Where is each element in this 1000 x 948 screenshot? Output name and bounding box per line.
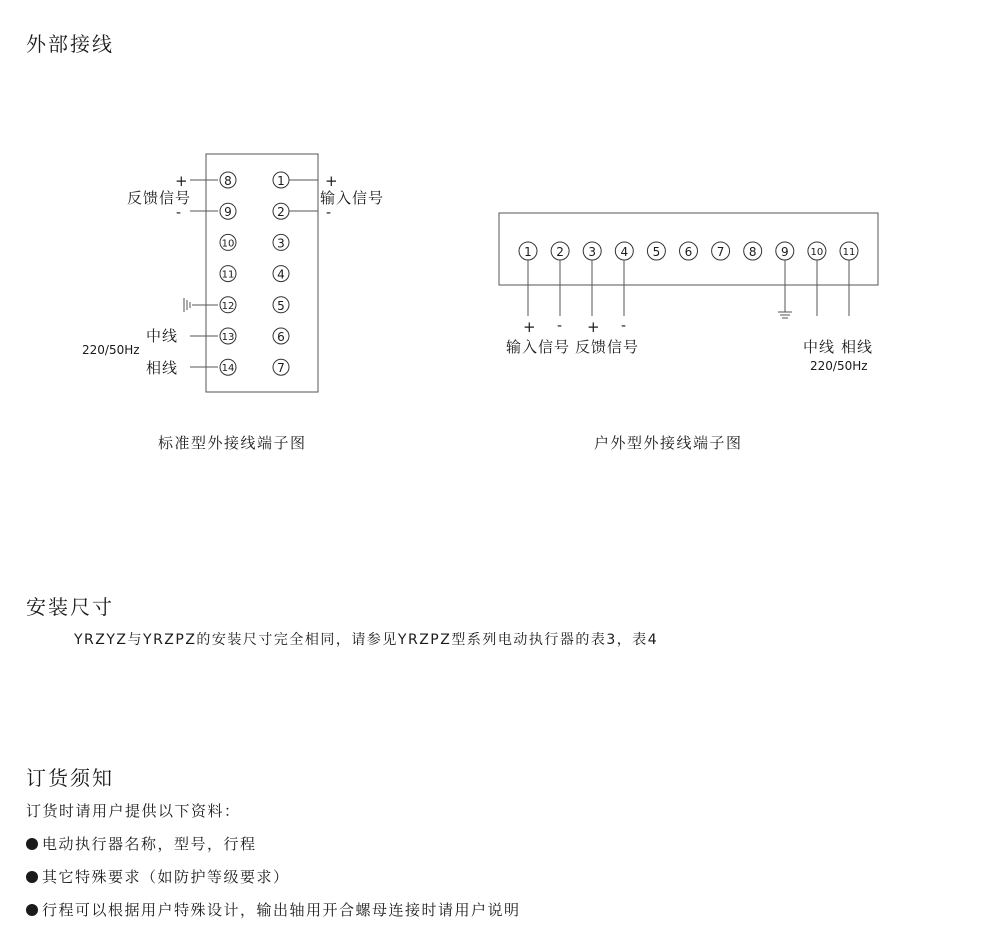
terminal-7 [273,359,289,375]
svg-text:10: 10 [810,247,824,258]
svg-text:4: 4 [277,267,285,282]
svg-text:12: 12 [221,300,235,312]
svg-text:13: 13 [221,332,235,343]
section-title-wiring: 外部接线 [26,32,114,56]
label-power-spec: 220/50Hz [82,343,140,357]
outdoor-terminal-9 [776,242,794,260]
terminal-1 [273,172,289,188]
svg-text:2: 2 [556,245,564,259]
standard-left-terminals [220,172,236,375]
svg-text:10: 10 [221,238,235,250]
outdoor-terminal-5 [647,242,665,260]
label-minus-right: - [326,205,332,221]
terminal-9 [220,203,236,219]
svg-text:4: 4 [620,245,629,259]
sign-outdoor-4: - [621,318,627,334]
order-item [26,866,290,887]
svg-text:6: 6 [684,245,693,259]
label-outdoor-feedback-signal: 反馈信号 [575,338,640,356]
terminal-11 [220,266,236,282]
order-item [26,899,521,920]
install-description: YRZYZ与YRZPZ的安装尺寸完全相同，请参见YRZPZ型系列电动执行器的表3，表4 [74,632,659,648]
label-outdoor-power: 220/50Hz [810,359,868,373]
outdoor-terminal-11 [840,242,858,260]
outdoor-terminal-2 [551,242,569,260]
outdoor-terminals [519,242,858,260]
label-outdoor-input-signal: 输入信号 [506,338,571,356]
svg-text:9: 9 [780,245,789,259]
svg-text:8: 8 [748,245,757,259]
order-item-text: 电动执行器名称，型号，行程 [42,835,257,853]
svg-text:9: 9 [224,205,232,220]
ground-icon [184,298,190,312]
standard-terminal-diagram [82,154,384,392]
label-input-signal: 输入信号 [320,189,385,207]
terminal-8 [220,172,236,188]
order-item-text: 行程可以根据用户特殊设计，输出轴用开合螺母连接时请用户说明 [42,901,521,919]
outdoor-terminal-1 [519,242,537,260]
svg-text:3: 3 [588,245,597,259]
svg-text:1: 1 [277,174,285,188]
caption-standard-diagram: 标准型外接线端子图 [158,434,307,452]
order-item [26,833,257,854]
svg-text:11: 11 [221,269,235,281]
order-item-text: 其它特殊要求（如防护等级要求） [42,868,290,886]
label-feedback-signal: 反馈信号 [127,189,192,207]
outdoor-terminal-10 [808,242,826,260]
svg-text:5: 5 [277,298,285,313]
section-title-install: 安装尺寸 [26,595,114,619]
ground-icon [778,312,792,318]
label-outdoor-phase: 相线 [841,338,874,356]
terminal-6 [273,328,289,344]
label-plus-right: + [325,172,338,190]
svg-text:7: 7 [716,245,725,259]
label-minus-left: - [176,205,182,221]
outdoor-terminal-6 [680,242,698,260]
svg-text:7: 7 [277,361,285,376]
svg-text:3: 3 [277,236,285,251]
terminal-3 [273,234,289,250]
label-phase-line: 相线 [146,359,179,377]
bullet-icon [26,871,38,883]
svg-text:6: 6 [277,330,285,344]
caption-outdoor-diagram: 户外型外接线端子图 [594,434,743,452]
svg-text:5: 5 [652,245,661,259]
bullet-icon [26,904,38,916]
outdoor-terminal-diagram [499,213,878,373]
svg-text:2: 2 [277,205,285,220]
standard-right-terminals [273,172,289,375]
terminal-2 [273,203,289,219]
order-intro: 订货时请用户提供以下资料： [26,802,241,820]
outdoor-terminal-7 [712,242,730,260]
svg-text:1: 1 [524,245,532,259]
svg-text:8: 8 [224,174,232,188]
terminal-13 [220,328,236,344]
sign-outdoor-1: + [523,318,536,336]
svg-text:14: 14 [221,363,235,375]
label-outdoor-neutral: 中线 [803,338,836,356]
sign-outdoor-2: - [557,318,563,334]
label-neutral-line: 中线 [146,327,179,345]
terminal-4 [273,266,289,282]
terminal-10 [220,234,236,250]
sign-outdoor-3: + [587,318,600,336]
outdoor-terminal-4 [615,242,633,260]
svg-text:11: 11 [842,247,856,258]
label-plus-left: + [175,172,188,190]
bullet-icon [26,838,38,850]
section-title-order: 订货须知 [26,766,114,790]
terminal-14 [220,359,236,375]
outdoor-terminal-3 [583,242,601,260]
outdoor-terminal-8 [744,242,762,260]
terminal-12 [220,297,236,313]
terminal-5 [273,297,289,313]
